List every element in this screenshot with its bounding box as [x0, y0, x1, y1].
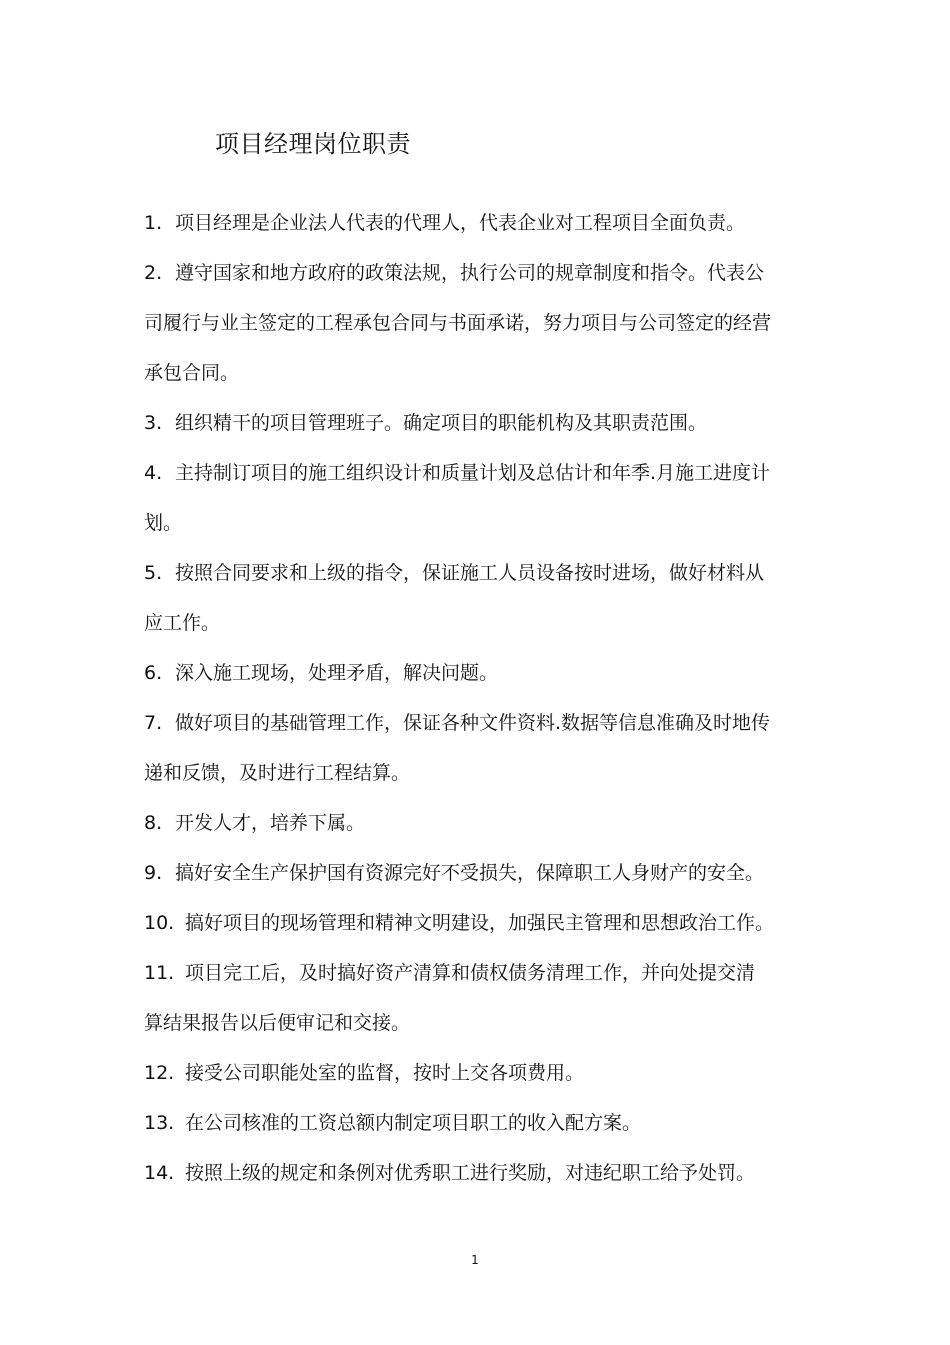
item-number: 3. — [144, 412, 163, 434]
item-text-continued: 应工作。 — [144, 612, 221, 634]
page-number: 1 — [471, 1253, 479, 1267]
item-number: 4. — [144, 462, 163, 484]
item-number: 7. — [144, 712, 163, 734]
item-number: 13. — [144, 1112, 175, 1134]
item-text: 开发人才，培养下属。 — [175, 812, 366, 834]
item-text: 项目经理是企业法人代表的代理人，代表企业对工程项目全面负责。 — [175, 212, 746, 234]
list-item-12 — [144, 1048, 844, 1098]
list-item-9 — [144, 848, 844, 898]
item-text: 项目完工后，及时搞好资产清算和债权债务清理工作，并向处提交清 — [185, 962, 756, 984]
item-number: 12. — [144, 1062, 175, 1084]
list-item-6 — [144, 648, 844, 698]
item-text: 搞好项目的现场管理和精神文明建设，加强民主管理和思想政治工作。 — [185, 912, 775, 934]
item-text: 做好项目的基础管理工作，保证各种文件资料.数据等信息准确及时地传 — [175, 712, 771, 734]
item-text: 深入施工现场，处理矛盾，解决问题。 — [175, 662, 499, 684]
item-text-continued: 承包合同。 — [144, 362, 240, 384]
item-number: 10. — [144, 912, 175, 934]
item-text-continued: 递和反馈，及时进行工程结算。 — [144, 762, 411, 784]
item-text: 按照上级的规定和条例对优秀职工进行奖励，对违纪职工给予处罚。 — [185, 1162, 756, 1184]
duty-list — [144, 198, 844, 1198]
item-text: 搞好安全生产保护国有资源完好不受损失，保障职工人身财产的安全。 — [175, 862, 765, 884]
list-item-7 — [144, 698, 844, 798]
list-item-5 — [144, 548, 844, 648]
item-number: 2. — [144, 262, 163, 284]
list-item-10 — [144, 898, 844, 948]
item-number: 11. — [144, 962, 175, 984]
list-item-13 — [144, 1098, 844, 1148]
list-item-2 — [144, 248, 844, 398]
list-item-14 — [144, 1148, 844, 1198]
item-text: 在公司核准的工资总额内制定项目职工的收入配方案。 — [185, 1112, 642, 1134]
item-text: 遵守国家和地方政府的政策法规，执行公司的规章制度和指令。代表公 — [175, 262, 765, 284]
item-text: 接受公司职能处室的监督，按时上交各项费用。 — [185, 1062, 585, 1084]
list-item-4 — [144, 448, 844, 548]
item-number: 1. — [144, 212, 163, 234]
document-title: 项目经理岗位职责 — [215, 130, 411, 158]
item-number: 14. — [144, 1162, 175, 1184]
list-item-8 — [144, 798, 844, 848]
item-text-continued: 算结果报告以后便审记和交接。 — [144, 1012, 411, 1034]
list-item-3 — [144, 398, 844, 448]
item-text-continued: 司履行与业主签定的工程承包合同与书面承诺，努力项目与公司签定的经营 — [144, 312, 772, 334]
item-number: 5. — [144, 562, 163, 584]
item-text: 组织精干的项目管理班子。确定项目的职能机构及其职责范围。 — [175, 412, 708, 434]
item-number: 6. — [144, 662, 163, 684]
item-text: 主持制订项目的施工组织设计和质量计划及总估计和年季.月施工进度计 — [175, 462, 771, 484]
list-item-1 — [144, 198, 844, 248]
item-text-continued: 划。 — [144, 512, 183, 534]
item-text: 按照合同要求和上级的指令，保证施工人员设备按时进场，做好材料从 — [175, 562, 765, 584]
list-item-11 — [144, 948, 844, 1048]
item-number: 9. — [144, 862, 163, 884]
item-number: 8. — [144, 812, 163, 834]
